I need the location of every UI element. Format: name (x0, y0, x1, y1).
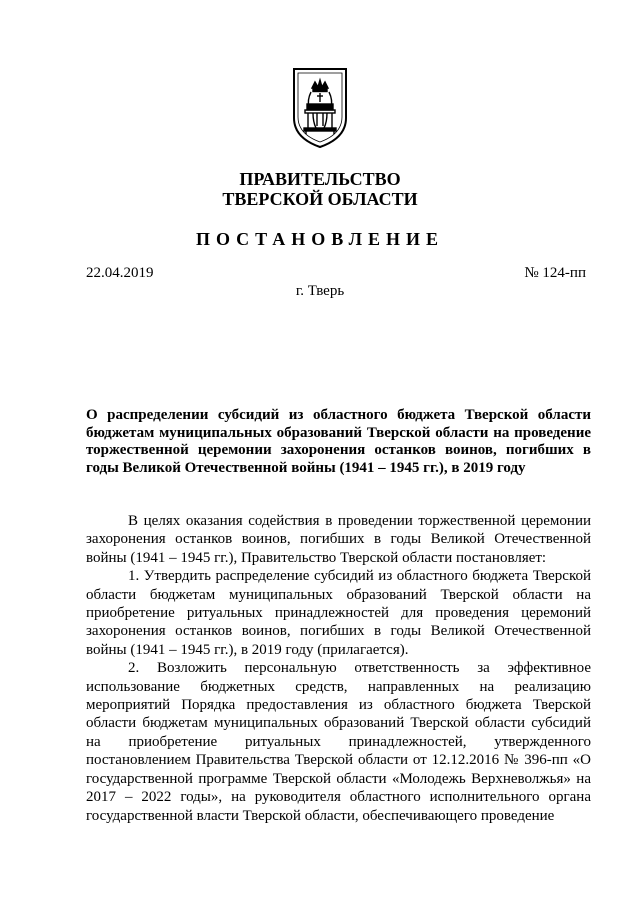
document-city: г. Тверь (295, 283, 345, 299)
paragraph-item-2: 2. Возложить персональную ответственность за эффективное использование бюджетных средств, направленных на реализацию мероприятий Порядка предоставления из областного бюджета Тверской области бюджетам муниципальных образований Тверской области субсидий на приобретение ритуальных принадлежностей, утвержденного постановлением Правительства Тверской области от 12.12.2016 № 396-пп «О государственной программе Тверской области «Молодежь Верхневолжья» на 2017 – 2022 годы», на руководителя областного исполнительного органа государственной власти Тверской области, обеспечивающего проведение (86, 660, 591, 824)
paragraph-item-1: 1. Утвердить распределение субсидий из областного бюджета Тверской области бюджетам муниципальных образований Тверской области на приобретение ритуальных принадлежностей для проведения церемоний захоронения останков воинов, погибших в годы Великой Отечественной войны (1941 – 1945 гг.), в 2019 году (прилагается). (86, 568, 591, 658)
document-type: ПОСТАНОВЛЕНИЕ (195, 229, 445, 249)
document-date: 22.04.2019 (86, 265, 154, 281)
government-name (0, 169, 640, 209)
government-name-line2: ТВЕРСКОЙ ОБЛАСТИ (222, 189, 418, 209)
paragraph-preamble: В целях оказания содействия в проведении торжественной церемонии захоронения останков воинов, погибших в годы Великой Отечественной войны (1941 – 1945 гг.), Правительство Тверской области постановляет: (86, 513, 591, 566)
tver-coat-of-arms-icon (291, 66, 349, 150)
document-body (86, 512, 591, 825)
document-title: О распределении субсидий из областного бюджета Тверской области бюджетам муниципальных образований Тверской области на проведение торжественной церемонии захоронения останков воинов, погибших в годы Великой Отечественной войны (1941 – 1945 гг.), в 2019 году (86, 407, 591, 476)
document-number: № 124-пп (524, 265, 586, 281)
government-name-line1: ПРАВИТЕЛЬСТВО (239, 169, 401, 189)
